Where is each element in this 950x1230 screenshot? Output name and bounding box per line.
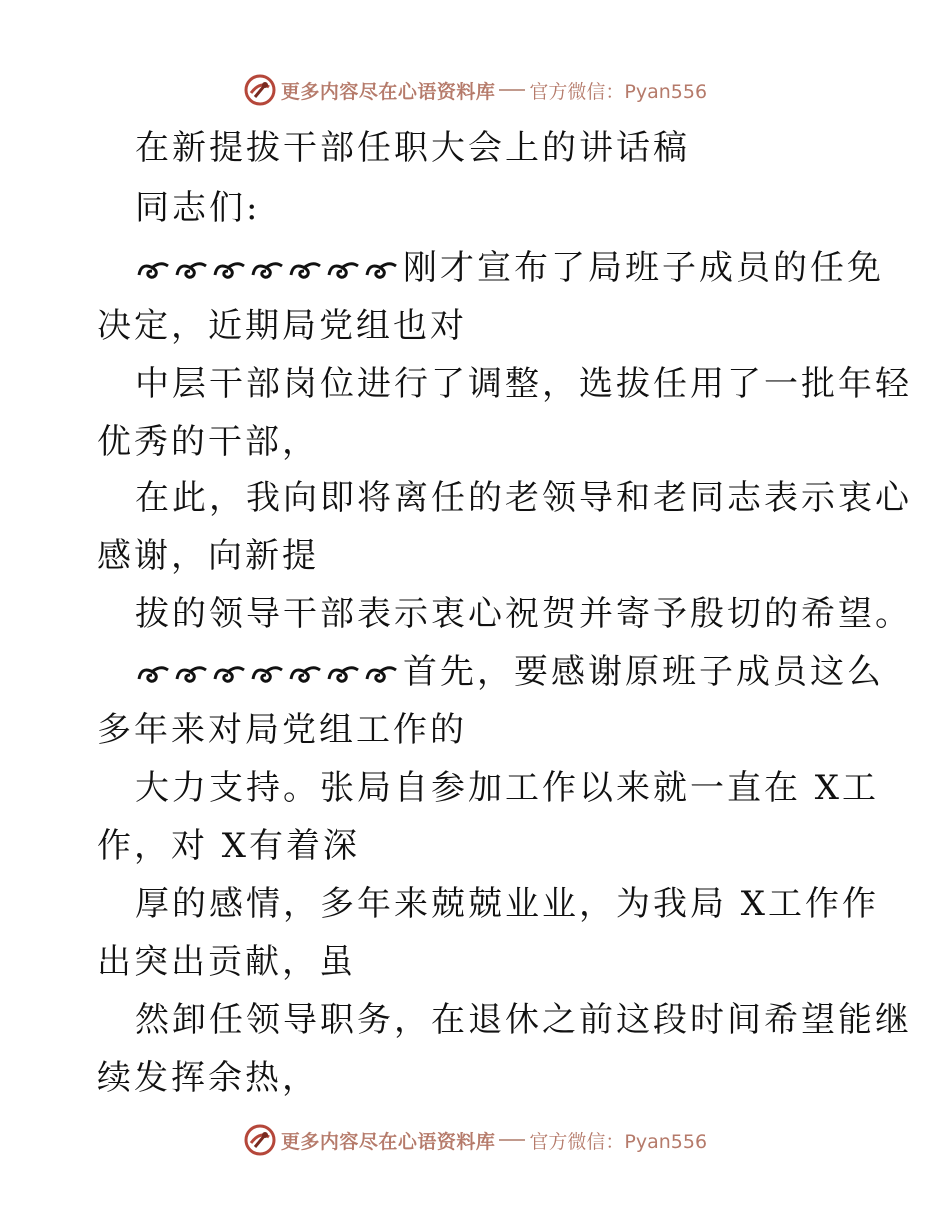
paragraph-line	[135, 650, 884, 694]
paragraph-line: 中层干部岗位进行了调整，选拔任用了一批年轻	[135, 364, 912, 404]
swirl-ornament-icon	[325, 259, 361, 281]
paragraph-line: 然卸任领导职务，在退休之前这段时间希望能继	[135, 1000, 912, 1040]
banner-main-text: 更多内容尽在心语资料库	[280, 1130, 496, 1153]
paragraph-line	[135, 246, 884, 290]
swirl-ornament-icon	[211, 259, 247, 281]
footer-watermark-banner	[0, 1120, 950, 1160]
swirl-ornament-icon	[135, 259, 171, 281]
swirl-ornament-icon	[363, 259, 399, 281]
swirl-ornament-icon	[363, 663, 399, 685]
paragraph-line: 出突出贡献，虽	[97, 942, 356, 982]
swirl-ornament-icon	[287, 259, 323, 281]
greeting: 同志们:	[135, 188, 261, 228]
swirl-ornament-icon	[135, 663, 171, 685]
banner-separator	[499, 1139, 525, 1141]
paragraph-line: 决定，近期局党组也对	[97, 306, 467, 346]
logo-icon	[243, 1123, 277, 1157]
paragraph-line: 优秀的干部，	[97, 422, 319, 462]
paragraph-line: 大力支持。张局自参加工作以来就一直在 X工	[135, 768, 880, 808]
paragraph-line: 拔的领导干部表示衷心祝贺并寄予殷切的希望。	[135, 594, 912, 634]
paragraph-text: 刚才宣布了局班子成员的任免	[403, 248, 884, 288]
paragraph-text: 首先，要感谢原班子成员这么	[403, 652, 884, 692]
banner-main-text: 更多内容尽在心语资料库	[280, 80, 496, 103]
logo-icon	[243, 73, 277, 107]
ornament-row	[135, 259, 401, 281]
banner-wechat-text: 官方微信：Pyan556	[529, 80, 708, 103]
swirl-ornament-icon	[325, 663, 361, 685]
ornament-row	[135, 663, 401, 685]
swirl-ornament-icon	[287, 663, 323, 685]
header-watermark-banner	[0, 70, 950, 110]
paragraph-line: 感谢，向新提	[97, 536, 319, 576]
paragraph-line: 续发挥余热，	[97, 1058, 319, 1098]
paragraph-line: 厚的感情，多年来兢兢业业，为我局 X工作作	[135, 884, 880, 924]
swirl-ornament-icon	[211, 663, 247, 685]
paragraph-line: 在此，我向即将离任的老领导和老同志表示衷心	[135, 478, 912, 518]
swirl-ornament-icon	[249, 259, 285, 281]
document-title: 在新提拔干部任职大会上的讲话稿	[135, 128, 690, 168]
swirl-ornament-icon	[173, 259, 209, 281]
swirl-ornament-icon	[249, 663, 285, 685]
swirl-ornament-icon	[173, 663, 209, 685]
paragraph-line: 多年来对局党组工作的	[97, 710, 467, 750]
paragraph-line: 作，对 X有着深	[97, 826, 361, 866]
banner-wechat-text: 官方微信：Pyan556	[529, 1130, 708, 1153]
banner-separator	[499, 89, 525, 91]
